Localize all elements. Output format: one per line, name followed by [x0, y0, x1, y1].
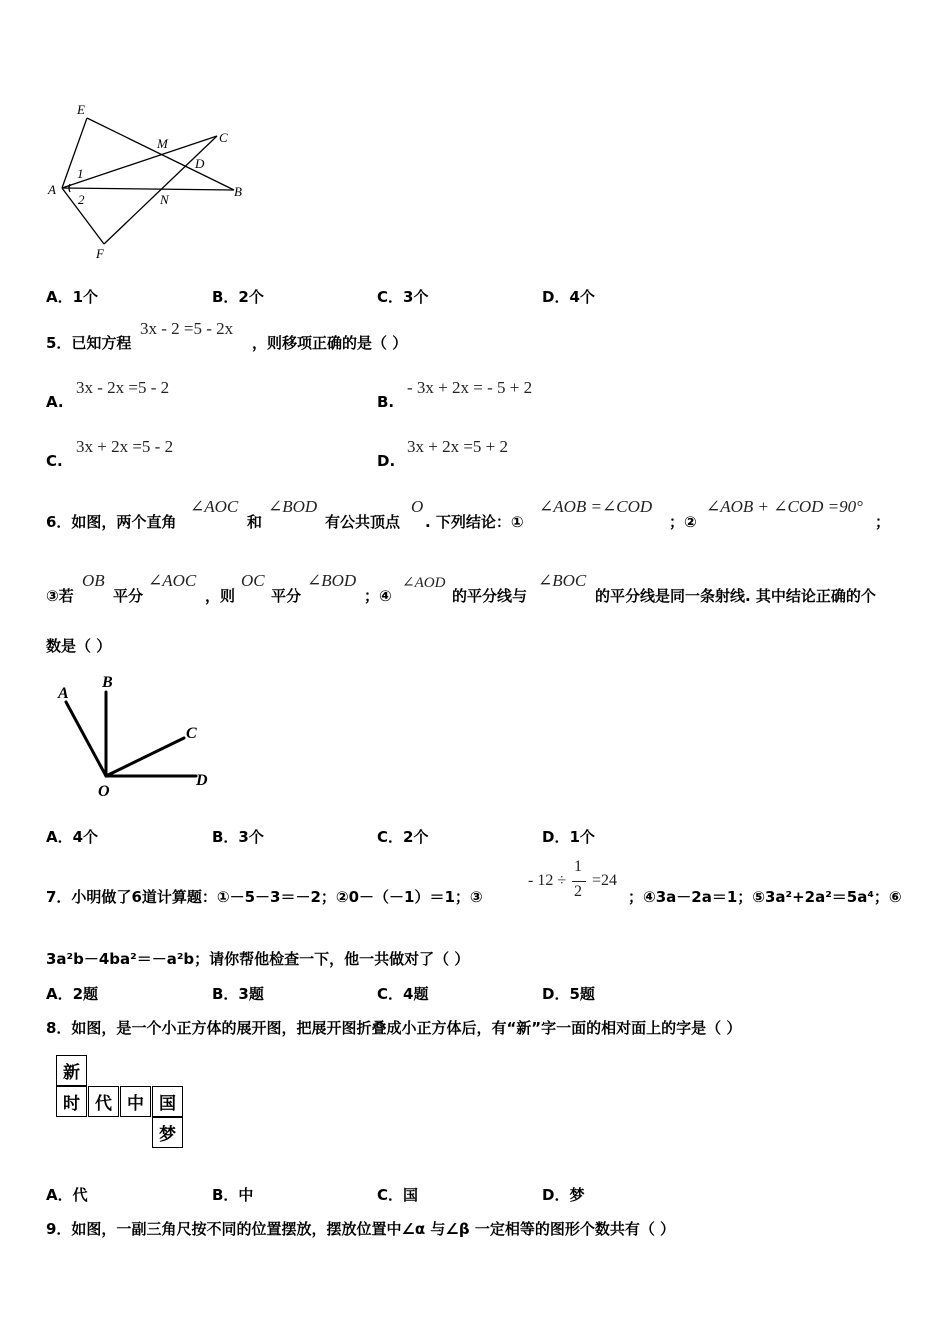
- q6-text-5: ；②: [669, 513, 697, 531]
- label-2: 2: [78, 192, 85, 207]
- q6-option-a: A．4个: [46, 828, 99, 846]
- q8-stem: 8．如图，是一个小正方体的展开图，把展开图折叠成小正方体后，有“新”字一面的相对面上的字是（ ）: [46, 1019, 742, 1037]
- q7-option-b: B．3题: [212, 985, 264, 1003]
- ray-OC: [106, 738, 184, 776]
- q7-l2: 3a²b－4ba²＝－a²b；请你帮他检查一下，他一共做对了（ ）: [46, 950, 470, 968]
- q6-option-c: C．2个: [377, 828, 429, 846]
- q7-option-d: D．5题: [542, 985, 595, 1003]
- q7-frac-num: 1: [574, 858, 582, 875]
- label-B: B: [102, 674, 113, 691]
- q6-l2-aod: ∠AOD: [402, 575, 446, 591]
- q6-l2-text-3: ，则: [205, 587, 236, 605]
- q5-option-d-expr: 3x + 2x =5 + 2: [407, 437, 509, 456]
- q8-option-d: D．梦: [542, 1186, 585, 1204]
- q6-text-4: . 下列结论：①: [425, 513, 524, 531]
- q6-angle-bod: ∠BOD: [268, 497, 318, 516]
- q7-frac-right: =24: [592, 872, 618, 889]
- q5-option-d-letter: D.: [377, 452, 396, 470]
- q6-option-b: B．3个: [212, 828, 264, 846]
- label-D: D: [196, 772, 208, 789]
- cube-face-guo: 国: [152, 1086, 183, 1117]
- q7-text-1: 7．小明做了6道计算题：①－5－3＝－2；②0－（－1）＝1；③: [46, 888, 483, 906]
- cube-face-zhong: 中: [120, 1086, 151, 1117]
- label-B: B: [234, 184, 242, 199]
- q6-l2-oc: OC: [241, 571, 265, 590]
- q8-option-c: C．国: [377, 1186, 419, 1204]
- q6-conclusion-1: ∠AOB =∠COD: [539, 497, 653, 516]
- q8-option-b: B．中: [212, 1186, 254, 1204]
- q9-stem: 9．如图，一副三角尺按不同的位置摆放，摆放位置中∠α 与∠β 一定相等的图形个数共有（ ）: [46, 1220, 676, 1238]
- ray-OA: [66, 702, 106, 776]
- q6-text-6: ；: [875, 513, 891, 531]
- q8-option-a: A．代: [46, 1186, 88, 1204]
- label-O: O: [98, 783, 110, 800]
- segment-AB: [62, 188, 234, 190]
- q6-l2-boc: ∠BOC: [538, 571, 587, 590]
- q6-l2-aoc: ∠AOC: [148, 571, 197, 590]
- q6-l2-text-6: 的平分线与: [452, 587, 528, 605]
- q7-option-a: A．2题: [46, 985, 99, 1003]
- q6-l2-text-2: 平分: [113, 587, 144, 605]
- q6-l2-ob: OB: [82, 571, 105, 590]
- q6-text-1: 6．如图，两个直角: [46, 513, 177, 531]
- label-A: A: [48, 182, 56, 197]
- q6-l2-text-5: ；④: [364, 587, 392, 605]
- label-F: F: [96, 246, 104, 261]
- q5-option-a-letter: A.: [46, 393, 64, 411]
- q6-point-o: O: [411, 497, 424, 516]
- q5-option-b-expr: - 3x + 2x = - 5 + 2: [407, 378, 533, 397]
- cube-net: [56, 1055, 186, 1151]
- q4-option-b: B．2个: [212, 288, 264, 306]
- label-M: M: [157, 136, 168, 151]
- q6-l2-text-4: 平分: [271, 587, 302, 605]
- label-C: C: [219, 130, 228, 145]
- cube-face-meng: 梦: [152, 1117, 183, 1148]
- cube-face-xin: 新: [56, 1055, 87, 1086]
- q5-stem-tail: ，则移项正确的是（ ）: [252, 334, 408, 352]
- q4-option-d: D．4个: [542, 288, 595, 306]
- segment-EB: [87, 118, 234, 190]
- q7-frac-den: 2: [574, 883, 582, 900]
- label-E: E: [77, 102, 85, 117]
- label-1: 1: [77, 166, 84, 181]
- q6-text-2: 和: [247, 513, 263, 531]
- q6-l2-text-1: ③若: [46, 587, 74, 605]
- cube-face-shi: 时: [56, 1086, 87, 1117]
- q6-figure: [50, 668, 220, 803]
- q5-option-b-letter: B.: [377, 393, 395, 411]
- q6-l2-text-7: 的平分线是同一条射线. 其中结论正确的个: [595, 587, 876, 605]
- q6-angle-aoc: ∠AOC: [190, 497, 239, 516]
- q7-option-c: C．4题: [377, 985, 429, 1003]
- q7-text-2: ；④3a－2a＝1；⑤3a²+2a²＝5a⁴；⑥: [628, 888, 902, 906]
- q4-figure: [44, 100, 254, 265]
- q6-conclusion-2: ∠AOB + ∠COD =90°: [706, 497, 863, 516]
- q5-option-c-letter: C.: [46, 452, 63, 470]
- label-A: A: [58, 685, 69, 702]
- q5-equation: 3x - 2 =5 - 2x: [140, 319, 234, 338]
- q6-text-3: 有公共顶点: [325, 513, 401, 531]
- label-C: C: [186, 725, 197, 742]
- label-N: N: [160, 192, 169, 207]
- q7-frac-bar: [572, 881, 586, 882]
- q4-option-a: A．1个: [46, 288, 99, 306]
- q4-option-c: C．3个: [377, 288, 429, 306]
- q6-l3: 数是（ ）: [46, 637, 112, 655]
- q5-option-a-expr: 3x - 2x =5 - 2: [76, 378, 170, 397]
- q7-frac-left: - 12 ÷: [528, 872, 567, 889]
- label-D: D: [195, 156, 205, 171]
- q5-option-c-expr: 3x + 2x =5 - 2: [76, 437, 174, 456]
- q6-l2-bod: ∠BOD: [307, 571, 357, 590]
- q6-option-d: D．1个: [542, 828, 595, 846]
- cube-face-dai: 代: [88, 1086, 119, 1117]
- q5-stem: 5．已知方程: [46, 334, 132, 352]
